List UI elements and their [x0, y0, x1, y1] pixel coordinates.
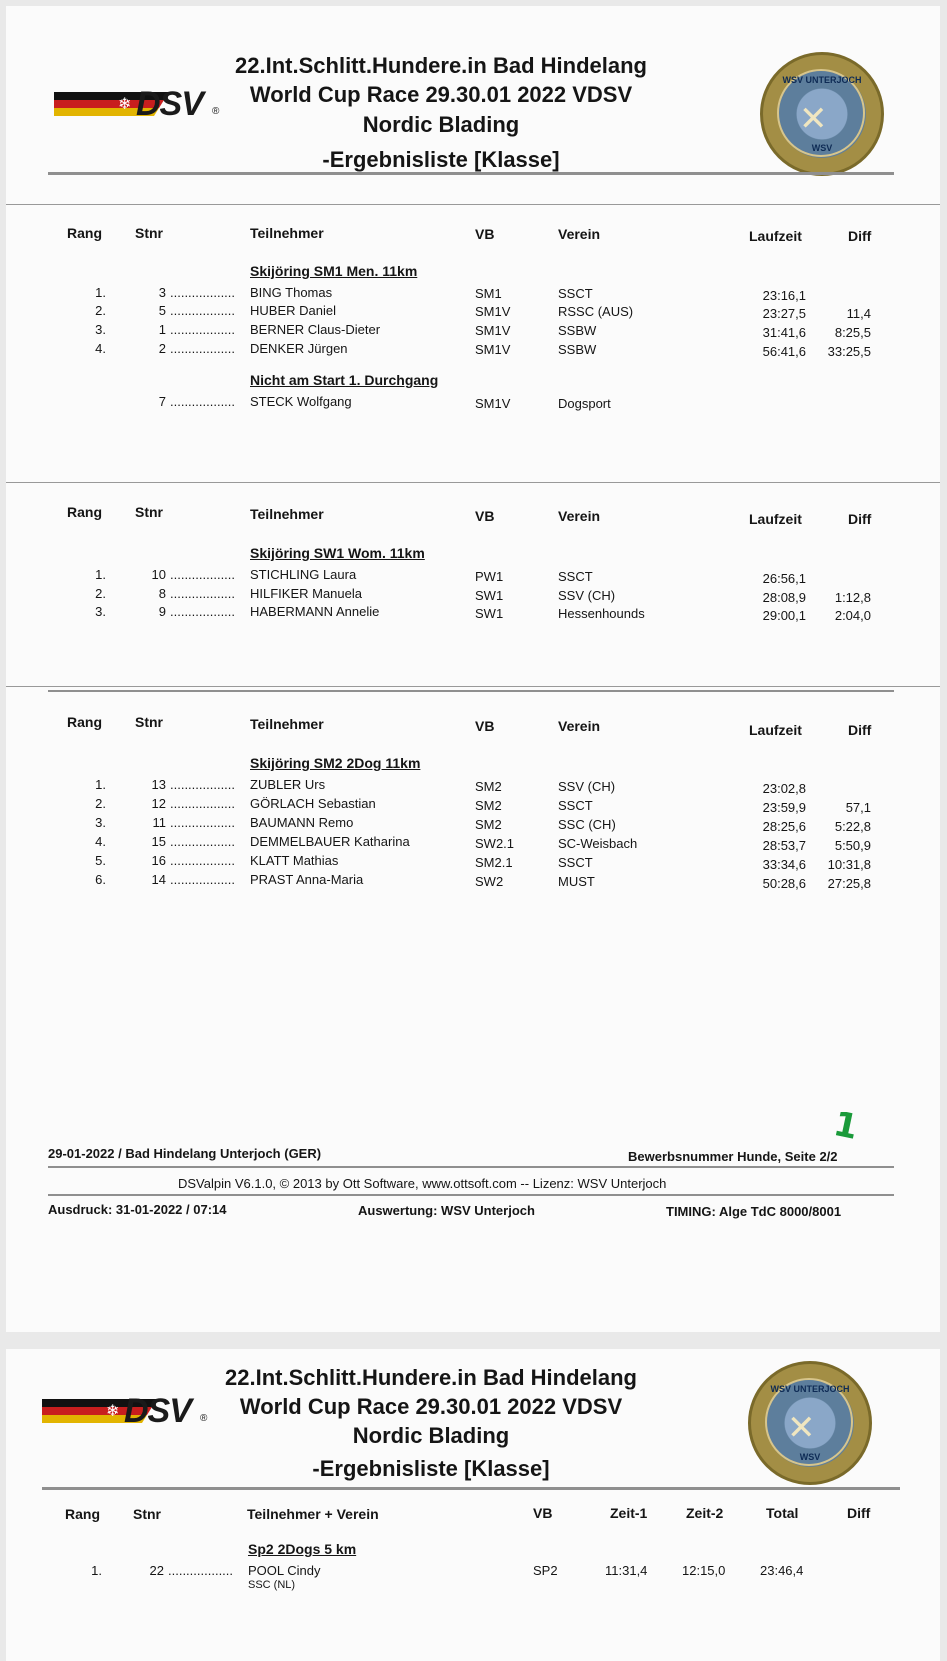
- verein: SSCT: [558, 855, 593, 870]
- header-divider: [42, 1487, 900, 1490]
- section-title: Sp2 2Dogs 5 km: [248, 1541, 357, 1557]
- list-title: -Ergebnisliste [Klasse]: [312, 1456, 550, 1481]
- vb: SW1: [475, 588, 504, 603]
- diff: 2:04,0: [834, 608, 871, 623]
- handwritten-page-number: 1: [830, 1103, 862, 1149]
- participant-name: HUBER Daniel: [250, 303, 336, 318]
- section-title: Skijöring SM2 2Dog 11km: [250, 755, 421, 771]
- vb: SM2: [475, 798, 502, 813]
- participant-name: HABERMANN Annelie: [250, 604, 380, 619]
- dsv-logo-text: DSV: [124, 1392, 191, 1430]
- col-rang: Rang: [67, 504, 102, 520]
- zeit1: 11:31,4: [605, 1563, 648, 1578]
- rang: 5.: [95, 853, 106, 868]
- rang: 6.: [95, 872, 106, 887]
- seal-bottom-text: WSV: [799, 1452, 821, 1462]
- vb: SM2: [475, 817, 502, 832]
- section-divider: [6, 204, 940, 205]
- diff: 57,1: [845, 800, 871, 815]
- rang: 3.: [95, 604, 106, 619]
- footer-date-location: 29-01-2022 / Bad Hindelang Unterjoch (GER): [48, 1146, 322, 1161]
- results-page-1: [6, 6, 940, 1332]
- laufzeit: 23:59,9: [762, 800, 806, 815]
- col-rang: Rang: [65, 1506, 100, 1522]
- col-teilnehmer: Teilnehmer: [250, 225, 324, 241]
- rang: 2.: [95, 586, 106, 601]
- participant-name: STICHLING Laura: [250, 567, 357, 582]
- laufzeit: 23:27,5: [762, 306, 806, 321]
- col-vb: VB: [475, 226, 495, 242]
- participant-name: GÖRLACH Sebastian: [250, 796, 376, 811]
- seal-top-text: WSV UNTERJOCH: [782, 75, 862, 85]
- vb: SW2.1: [475, 836, 515, 851]
- leader-dots: ..................: [168, 1563, 234, 1578]
- stnr: 22: [149, 1563, 164, 1578]
- diff: 10:31,8: [827, 857, 871, 872]
- stnr: 11: [152, 815, 166, 830]
- col-stnr: Stnr: [135, 504, 163, 520]
- verein: SSV (CH): [558, 588, 616, 603]
- laufzeit: 29:00,1: [762, 608, 806, 623]
- diff: 8:25,5: [834, 325, 871, 340]
- race-title: World Cup Race 29.30.01 2022 VDSV: [239, 1394, 623, 1419]
- footer-ausdruck: Ausdruck: 31-01-2022 / 07:14: [48, 1202, 227, 1217]
- section-divider: [6, 482, 940, 483]
- col-diff: Diff: [847, 1505, 871, 1521]
- laufzeit: 23:02,8: [762, 781, 806, 796]
- leader-dots: ..................: [170, 872, 236, 887]
- stnr: 1: [158, 322, 166, 337]
- col-stnr: Stnr: [135, 225, 163, 241]
- participant-club: SSC (NL): [248, 1579, 296, 1591]
- discipline-title: Nordic Blading: [352, 1423, 510, 1448]
- rang: 3.: [95, 322, 106, 337]
- stnr: 14: [151, 872, 166, 887]
- col-teilnehmer-verein: Teilnehmer + Verein: [247, 1506, 379, 1522]
- participant-name: STECK Wolfgang: [250, 394, 352, 409]
- leader-dots: ..................: [170, 303, 236, 318]
- rang: 1.: [91, 1563, 102, 1578]
- leader-dots: ..................: [170, 777, 236, 792]
- col-verein: Verein: [558, 226, 601, 242]
- vb: SM1V: [475, 342, 511, 357]
- stnr: 13: [151, 777, 166, 792]
- col-teilnehmer: Teilnehmer: [250, 716, 324, 732]
- laufzeit: 28:08,9: [762, 590, 806, 605]
- vb: SM1V: [475, 396, 511, 411]
- diff: 33:25,5: [827, 344, 871, 359]
- col-diff: Diff: [848, 722, 872, 738]
- footer-page-info: Bewerbsnummer Hunde, Seite 2/2: [628, 1149, 838, 1164]
- laufzeit: 28:53,7: [762, 838, 806, 853]
- col-rang: Rang: [67, 714, 102, 730]
- seal-top-text: WSV UNTERJOCH: [770, 1384, 850, 1394]
- seal-bottom-text: WSV: [811, 143, 833, 153]
- laufzeit: 50:28,6: [762, 876, 806, 891]
- section-divider: [6, 686, 940, 687]
- col-teilnehmer: Teilnehmer: [250, 506, 324, 522]
- footer-timing: TIMING: Alge TdC 8000/8001: [666, 1204, 842, 1219]
- participant-name: BAUMANN Remo: [250, 815, 354, 830]
- crossed-skis-icon: ✕: [799, 100, 828, 138]
- results-page-2: [6, 1349, 940, 1661]
- footer-divider: [48, 1194, 894, 1196]
- diff: 5:22,8: [834, 819, 871, 834]
- col-vb: VB: [533, 1505, 553, 1521]
- diff: 5:50,9: [834, 838, 871, 853]
- discipline-title: Nordic Blading: [362, 112, 520, 137]
- leader-dots: ..................: [170, 586, 236, 601]
- event-title: 22.Int.Schlitt.Hundere.in Bad Hindelang: [235, 53, 647, 78]
- vb: SM1V: [475, 323, 511, 338]
- col-vb: VB: [475, 508, 495, 524]
- rang: 4.: [95, 341, 106, 356]
- participant-name: POOL Cindy: [248, 1563, 321, 1578]
- footer-auswertung: Auswertung: WSV Unterjoch: [358, 1203, 535, 1218]
- stnr: 12: [151, 796, 166, 811]
- diff: 11,4: [846, 306, 871, 321]
- section-title: Skijöring SM1 Men. 11km: [250, 263, 418, 279]
- col-stnr: Stnr: [135, 714, 163, 730]
- rang: 1.: [95, 567, 106, 582]
- verein: MUST: [558, 874, 595, 889]
- col-diff: Diff: [848, 228, 872, 244]
- laufzeit: 26:56,1: [762, 571, 806, 586]
- stnr: 9: [158, 604, 166, 619]
- leader-dots: ..................: [170, 604, 236, 619]
- snowflake-icon: ❄: [118, 96, 132, 113]
- vb: SM1: [475, 286, 502, 301]
- registered-mark: ®: [212, 106, 220, 117]
- participant-name: BING Thomas: [250, 285, 333, 300]
- col-verein: Verein: [558, 508, 601, 524]
- participant-name: KLATT Mathias: [250, 853, 339, 868]
- stnr: 7: [158, 394, 166, 409]
- rang: 1.: [95, 777, 106, 792]
- rang: 4.: [95, 834, 106, 849]
- laufzeit: 28:25,6: [762, 819, 806, 834]
- vb: PW1: [475, 569, 504, 584]
- dsv-logo-text: DSV: [136, 85, 203, 123]
- laufzeit: 33:34,6: [762, 857, 806, 872]
- participant-name: BERNER Claus-Dieter: [250, 322, 381, 337]
- snowflake-icon: ❄: [106, 1403, 120, 1420]
- leader-dots: ..................: [170, 834, 236, 849]
- col-diff: Diff: [848, 511, 872, 527]
- col-zeit2: Zeit-2: [686, 1505, 724, 1521]
- col-stnr: Stnr: [133, 1506, 161, 1522]
- col-total: Total: [766, 1505, 799, 1521]
- vb: SM1V: [475, 304, 511, 319]
- participant-name: PRAST Anna-Maria: [250, 872, 364, 887]
- header-divider: [48, 172, 894, 175]
- club-seal: [748, 1361, 872, 1485]
- vb: SM2: [475, 779, 502, 794]
- participant-name: DEMMELBAUER Katharina: [250, 834, 410, 849]
- club-seal: [760, 52, 884, 176]
- vb: SP2: [533, 1563, 558, 1578]
- participant-name: DENKER Jürgen: [250, 341, 348, 356]
- verein: Dogsport: [558, 396, 611, 411]
- verein: SSC (CH): [558, 817, 616, 832]
- verein: Hessenhounds: [558, 606, 645, 621]
- rang: 1.: [95, 285, 106, 300]
- crossed-skis-icon: ✕: [787, 1409, 816, 1447]
- footer-software: DSValpin V6.1.0, © 2013 by Ott Software, www.ottsoft.com -- Lizenz: WSV Unterjoch: [178, 1176, 667, 1191]
- leader-dots: ..................: [170, 285, 236, 300]
- col-laufzeit: Laufzeit: [749, 511, 802, 527]
- col-rang: Rang: [67, 225, 102, 241]
- event-title: 22.Int.Schlitt.Hundere.in Bad Hindelang: [225, 1365, 637, 1390]
- stnr: 8: [158, 586, 166, 601]
- registered-mark: ®: [200, 1413, 208, 1424]
- vb: SW1: [475, 606, 504, 621]
- participant-name: ZUBLER Urs: [250, 777, 326, 792]
- dns-section-title: Nicht am Start 1. Durchgang: [250, 372, 439, 388]
- verein: SC-Weisbach: [558, 836, 638, 851]
- col-laufzeit: Laufzeit: [749, 228, 802, 244]
- verein: SSBW: [558, 323, 597, 338]
- race-title: World Cup Race 29.30.01 2022 VDSV: [249, 82, 633, 107]
- vb: SM2.1: [475, 855, 513, 870]
- laufzeit: 31:41,6: [762, 325, 806, 340]
- stnr: 16: [151, 853, 166, 868]
- vb: SW2: [475, 874, 504, 889]
- participant-name: HILFIKER Manuela: [250, 586, 362, 601]
- zeit2: 12:15,0: [682, 1563, 726, 1578]
- col-laufzeit: Laufzeit: [749, 722, 802, 738]
- stnr: 5: [158, 303, 166, 318]
- section-divider-bold: [48, 690, 894, 692]
- leader-dots: ..................: [170, 796, 236, 811]
- rang: 2.: [95, 303, 106, 318]
- verein: SSCT: [558, 286, 593, 301]
- leader-dots: ..................: [170, 853, 236, 868]
- leader-dots: ..................: [170, 815, 236, 830]
- total: 23:46,4: [760, 1563, 804, 1578]
- col-verein: Verein: [558, 718, 601, 734]
- col-vb: VB: [475, 718, 495, 734]
- diff: 1:12,8: [834, 590, 871, 605]
- verein: SSCT: [558, 798, 593, 813]
- stnr: 10: [151, 567, 166, 582]
- rang: 3.: [95, 815, 106, 830]
- verein: SSV (CH): [558, 779, 616, 794]
- section-title: Skijöring SW1 Wom. 11km: [250, 545, 425, 561]
- laufzeit: 23:16,1: [762, 288, 806, 303]
- rang: 2.: [95, 796, 106, 811]
- stnr: 15: [151, 834, 166, 849]
- laufzeit: 56:41,6: [762, 344, 806, 359]
- col-zeit1: Zeit-1: [610, 1505, 648, 1521]
- leader-dots: ..................: [170, 322, 236, 337]
- stnr: 2: [158, 341, 166, 356]
- diff: 27:25,8: [827, 876, 871, 891]
- verein: RSSC (AUS): [558, 304, 634, 319]
- leader-dots: ..................: [170, 341, 236, 356]
- leader-dots: ..................: [170, 394, 236, 409]
- stnr: 3: [158, 285, 166, 300]
- leader-dots: ..................: [170, 567, 236, 582]
- verein: SSBW: [558, 342, 597, 357]
- verein: SSCT: [558, 569, 593, 584]
- list-title: -Ergebnisliste [Klasse]: [322, 147, 560, 172]
- footer-divider: [48, 1166, 894, 1168]
